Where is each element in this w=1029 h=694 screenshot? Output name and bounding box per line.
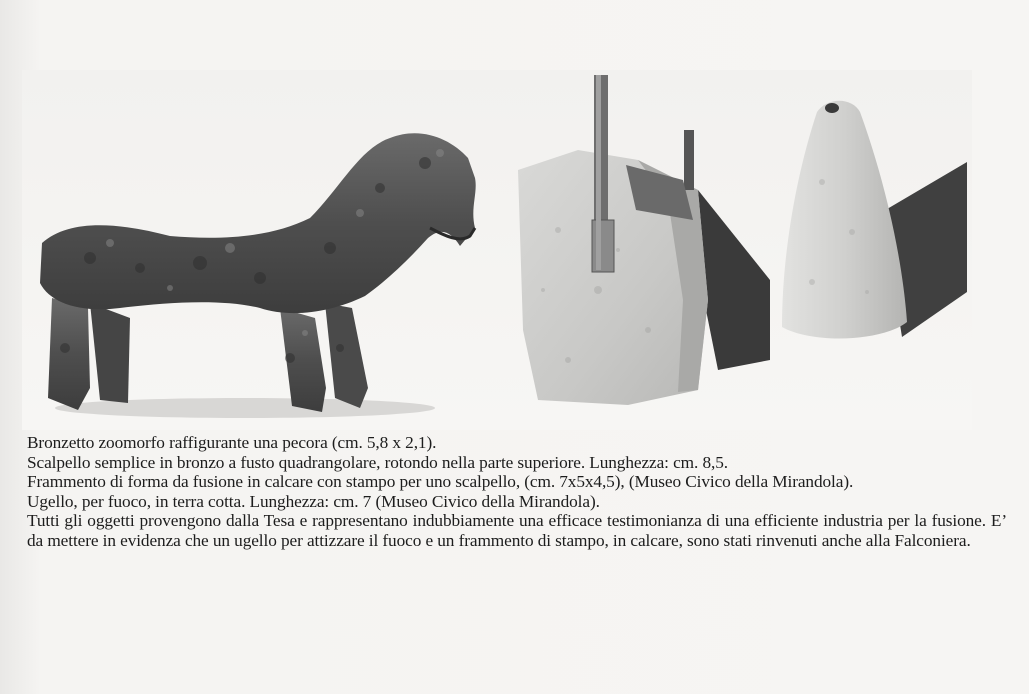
- nozzle-icon: [772, 92, 972, 352]
- caption-mold: Frammento di forma da fusione in calcare con stampo per uno scalpello, (cm. 7x5x4,5), (Museo Civico della Mirandola).: [27, 472, 854, 492]
- caption-block: [27, 433, 1007, 551]
- mold-fragment-photo: [508, 70, 778, 415]
- caption-sheep: Bronzetto zoomorfo raffigurante una pecora (cm. 5,8 x 2,1).: [27, 433, 437, 452]
- nozzle-photo: [772, 92, 972, 352]
- caption-summary: Tutti gli oggetti provengono dalla Tesa e rappresentano indubbiamente una efficace testimonianza di una efficiente industria per la fusione. E’ da mettere in evidenza che un ugello per attizzare il fuoco e un frammento di stampo, in calcare, sono stati rinvenuti anche alla Falconiera.: [27, 511, 1007, 550]
- caption-chisel: Scalpello semplice in bronzo a fusto quadrangolare, rotondo nella parte superiore. Lunghezza: cm. 8,5.: [27, 452, 728, 472]
- sheep-figurine-photo: [30, 118, 480, 428]
- mold-with-chisel-icon: [508, 70, 778, 415]
- sheep-figurine-icon: [30, 118, 480, 428]
- caption-nozzle: Ugello, per fuoco, in terra cotta. Lunghezza: cm. 7 (Museo Civico della Mirandola).: [27, 491, 600, 511]
